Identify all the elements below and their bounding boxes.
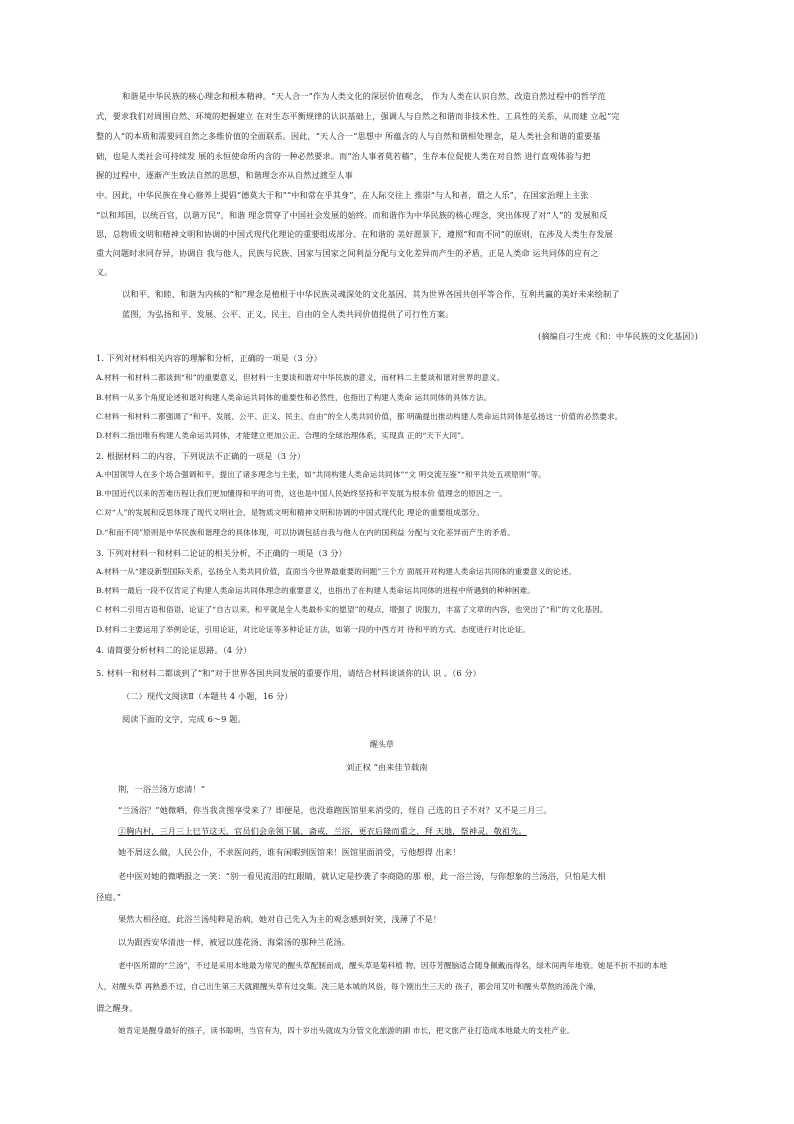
story-line: 人，对醒头草 再熟悉不过，自己出生第三天就跟醒头草有过交集。洗三是本城的风俗，每个刚出生三天的 孩子，都会用艾叶和醒头草熬的汤洗个澡，	[96, 982, 602, 991]
answer-option: B.中国近代以来的苦难历程让我们更加懂得和平的可贵，这也是中国人民始终坚持和平发展为根本价 值理念的原因之一。	[96, 489, 507, 498]
answer-option: A.中国领导人在多个场合强调和平，提出了诸多理念与主张，如“共同构建人类命运共同体”“文 明交流互鉴”“和平共处五项原则”等。	[96, 470, 546, 479]
section-heading: （二）现代文阅读Ⅱ（本题共 4 小题，16 分）	[122, 691, 293, 701]
question-stem: 3. 下列对材料一和材料二论证的相关分析，不正确的一项是（3 分）	[96, 548, 347, 558]
answer-option: C.对“人”的发展和反思体现了现代文明社会，是物质文明和精神文明和协调的中国式现代化 理论的重要组成部分。	[96, 508, 484, 517]
instruction-text: 阅读下面的文字，完成 6～9 题。	[122, 714, 246, 724]
story-line: 果然大相径庭，此浴兰汤纯粹是治病，她对自己先入为主的观念感到好笑，浅薄了不是！	[118, 914, 442, 924]
story-line: 老中医所谓的“兰汤”，不过是采用本地最为常见的醒头草配制而成，醒头草是菊科植 物，因芬芳醒脑适合随身佩戴而得名，绿木间两年地衰。她是不折不扣的本地	[118, 961, 668, 970]
answer-option: B.材料一最后一段不仅肯定了构建人类命运共同体理念的重要意义，也指出了在构建人类命运共同体的进程中所遇到的种种困难。	[96, 586, 536, 595]
story-line: 老中医对她的微哂报之一笑：“别一看见流泪的红眼睛，就认定是抄袭了李商隐的那 根，此一浴兰汤，与你想象的兰汤浴，只怕是大相	[118, 871, 606, 881]
answer-option: D.材料二指出唯有构建人类命运共同体，才能建立更加公正、合理的全球治理体系，实现真 正的“天下大同”。	[96, 431, 469, 440]
answer-option: C 材料二引用古语和俗语，论证了“自古以来，和平就是全人类最朴实的愿望”的观点，增强了 说服力，丰富了文章的内容，也突出了“和”的文化基因。	[96, 605, 608, 614]
question-stem: 5. 材料一和材料二都谈到了“和”对于世界各国共同发展的重要作用，请结合材料谈谈你的认 识 。（6 分）	[96, 668, 481, 678]
story-title: 醒头草	[370, 739, 394, 749]
paragraph-line: 整的人”的本质和需要同自然之多维价值的全面联系。因此，“天人合一”思想中 所蕴含的人与自然和谐相处理念，是人类社会和谐的重要基	[96, 131, 601, 141]
story-line: 以为跟西安华清池一样，被冠以莲花汤、海棠汤的那种兰花汤。	[118, 937, 351, 947]
answer-option: B.材料一从多个角度论述和谐对构建人类命运共同体的重要性和必然性，也指出了构建人类命 运共同体的具体方法。	[96, 393, 492, 402]
source-citation: (摘编自刁生虎《和：中华民族的文化基因》)	[538, 331, 698, 341]
paragraph-line: 和谐是中华民族的核心理念和根本精神。“天人合一”作为人类文化的深层价值观念， 作为人类在认识自然、改造自然过程中的哲学范	[122, 91, 606, 101]
paragraph-line: 义。	[96, 267, 113, 277]
paragraph-line: 握的过程中，逐渐产生致法自然的思想，和谐理念亦从自然过渡至人事	[96, 170, 353, 180]
story-line: 她不屑这么做，人民公仆，不求医问药，谁有闲暇到医馆来！医馆里面消受，亏他想得 出来！	[118, 847, 461, 857]
story-line: 荆，一浴兰汤万虑清！”	[118, 784, 206, 794]
answer-option: D.“和而不同”原则是中华民族和谐理念的具体体现，可以协调包括自我与他人在内的国利益 分配与文化差异而产生的矛盾。	[96, 528, 515, 537]
paragraph-line: 中。因此，中华民族在身心修养上提倡“德莫大于和”“中和常在乎其身”，在人际交往上 推崇“与人和者，谓之人乐”，在国家治理上主张	[96, 190, 589, 200]
story-line: 她肯定是醒身最好的孩子，读书聪明，当官有为，四十岁出头就成为分管文化旅游的副 市长，把文旅产业打造成本地最大的支柱产业。	[118, 1026, 575, 1035]
question-stem: 1. 下列对材料相关内容的理解和分析，正确的一项是（3 分）	[96, 353, 322, 363]
answer-option: A.材料一从“建设新型国际关系，弘扬全人类共同价值，直面当今世界最重要的问题”三个方 面展开对构建人类命运共同体的重要意义的论述。	[96, 567, 577, 576]
story-line-underlined: ①胸内村，三月三上巳节这天，官员们会亲领下属，斋戒，兰浴，更衣后隆而重之，拜 天地，祭神灵，敬祖先。	[118, 826, 527, 836]
paragraph-line: 础，也是人类社会可持续发 展的永恒使命所内含的一种必然要求。而“治人事者莫若穑”，生存本位促使人类在对自然 进行直观体验与把	[96, 151, 591, 161]
paragraph-line: 思，总物质文明和精神文明和协调的中国式现代化理论的重要组成部分。在和谐的 美好愿景下，遵照“和而不同”的原则，在涉及人类生存发展	[96, 229, 613, 239]
answer-option: D.材料二主要运用了举例论证，引用论证，对比论证等多种论证方法，如第一段的中西方对 待和平的方式、态度进行对比论证。	[96, 625, 531, 634]
story-line: 径庭。”	[96, 892, 122, 902]
paragraph-line: 以和平、和睦、和谐为内核的“和”理念是植根于中华民族灵魂深处的文化基因，其为世界各国共创平等合作、互利共赢的美好未来绘制了	[122, 289, 620, 299]
paragraph-line: 重大问题时求同存异，协调自 我与他人，民族与民族、国家与国家之间利益分配与文化差异而产生的矛盾，正是人类命 运共同体的应有之	[96, 248, 599, 258]
paragraph-line: “以和邦国，以统百官，以谐万民”，和谐 理念贯穿了中国社会发展的始终。而和谐作为中华民族的核心理念，突出体现了对“人”的 发展和反	[96, 210, 608, 220]
paragraph-line: 蓝图，为弘扬和平、发展、公平、正义、民主、自由的全人类共同价值提供了可行性方案。	[122, 309, 454, 319]
paragraph-line: 式，要求我们对周围自然、环境的把握建立 在对生态平衡规律的认识基础上，强调人与自然之和谐而非技术性、工具性的关系，从而建 立起“完	[96, 111, 620, 121]
story-epigraph: 刘正权 “由来佳节载南	[346, 762, 428, 772]
question-stem: 2. 根据材料二的内容，下列说法不正确的一项是（3 分）	[96, 451, 306, 461]
story-line: 谓之醒身。	[96, 1003, 138, 1013]
story-line: “兰汤浴？”她微哂，你当我贪图享受来了？即便是，也没谁跑医馆里来消受的，怪自 己选的日子不对？又不是三月三。	[118, 805, 552, 815]
answer-option: A.材料一和材料二都谈到“和”的重要意义，但材料一主要谈和谐对中华民族的意义，而材料二主要谈和谐对世界的意义。	[96, 373, 505, 382]
answer-option: C.材料一和材料二都强调了“和平、发展、公平、正义、民主、自由”的全人类共同价值，都 明确提出推动构建人类命运共同体是弘扬这一价值的必然要求。	[96, 412, 623, 421]
question-stem: 4. 请简要分析材料二的论证思路。（4 分）	[96, 645, 252, 655]
